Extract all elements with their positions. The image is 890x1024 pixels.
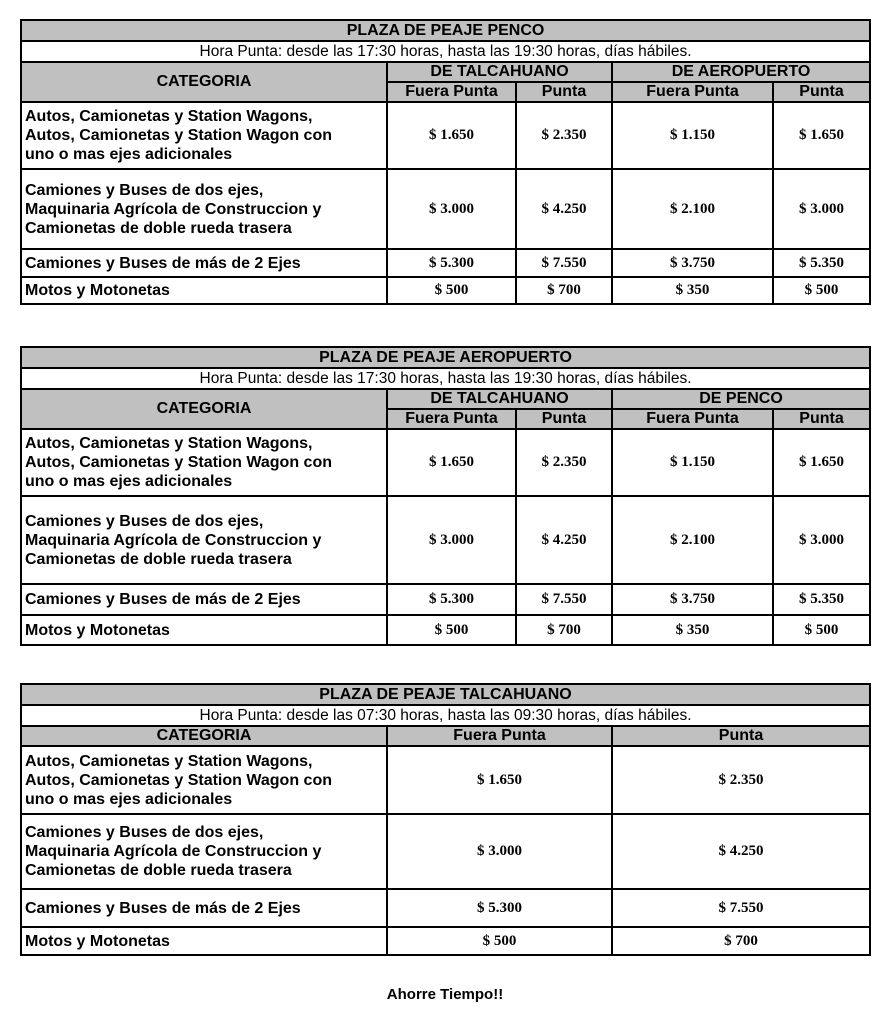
group-header: DE TALCAHUANO bbox=[387, 389, 612, 409]
category-cell: Motos y Motonetas bbox=[21, 927, 387, 955]
price-cell: $ 7.550 bbox=[516, 249, 612, 277]
subheader: Punta bbox=[773, 82, 870, 102]
subheader: Fuera Punta bbox=[387, 82, 516, 102]
category-cell: Camiones y Buses de dos ejes, Maquinaria Agrícola de Construccion y Camionetas de doble rueda trasera bbox=[21, 814, 387, 889]
table-row bbox=[21, 814, 870, 889]
price-cell: $ 4.250 bbox=[612, 814, 870, 889]
price-cell: $ 5.300 bbox=[387, 584, 516, 615]
category-cell: Autos, Camionetas y Station Wagons, Autos, Camionetas y Station Wagon con uno o mas ejes adicionales bbox=[21, 102, 387, 169]
tarifas-talcahuano-table bbox=[20, 683, 871, 956]
hora-punta-note: Hora Punta: desde las 17:30 horas, hasta las 19:30 horas, días hábiles. bbox=[21, 368, 870, 389]
category-cell: Camiones y Buses de más de 2 Ejes bbox=[21, 249, 387, 277]
price-cell: $ 5.350 bbox=[773, 249, 870, 277]
price-cell: $ 500 bbox=[773, 277, 870, 304]
price-cell: $ 700 bbox=[516, 277, 612, 304]
table-row bbox=[21, 249, 870, 277]
price-cell: $ 7.550 bbox=[516, 584, 612, 615]
table-row bbox=[21, 429, 870, 496]
price-cell: $ 5.350 bbox=[773, 584, 870, 615]
price-cell: $ 2.350 bbox=[516, 429, 612, 496]
price-cell: $ 3.750 bbox=[612, 249, 773, 277]
group-header: DE TALCAHUANO bbox=[387, 62, 612, 82]
price-cell: $ 7.550 bbox=[612, 889, 870, 927]
categoria-header: CATEGORIA bbox=[21, 62, 387, 102]
category-cell: Camiones y Buses de dos ejes, Maquinaria Agrícola de Construccion y Camionetas de doble rueda trasera bbox=[21, 169, 387, 249]
subheader: Punta bbox=[773, 409, 870, 429]
category-cell: Camiones y Buses de más de 2 Ejes bbox=[21, 584, 387, 615]
price-cell: $ 500 bbox=[387, 615, 516, 645]
category-cell: Motos y Motonetas bbox=[21, 615, 387, 645]
table-row bbox=[21, 746, 870, 814]
price-cell: $ 5.300 bbox=[387, 249, 516, 277]
price-cell: $ 2.100 bbox=[612, 169, 773, 249]
table-title: PLAZA DE PEAJE TALCAHUANO bbox=[21, 684, 870, 705]
table-row bbox=[21, 889, 870, 927]
price-cell: $ 5.300 bbox=[387, 889, 612, 927]
price-cell: $ 4.250 bbox=[516, 169, 612, 249]
table-row bbox=[21, 169, 870, 249]
footer-slogan: Ahorre Tiempo!! bbox=[386, 986, 504, 1003]
category-cell: Camiones y Buses de más de 2 Ejes bbox=[21, 889, 387, 927]
price-cell: $ 3.000 bbox=[387, 169, 516, 249]
categoria-header: CATEGORIA bbox=[21, 726, 387, 746]
price-cell: $ 2.350 bbox=[612, 746, 870, 814]
table-row bbox=[21, 102, 870, 169]
price-cell: $ 3.000 bbox=[387, 496, 516, 584]
price-cell: $ 2.350 bbox=[516, 102, 612, 169]
price-cell: $ 500 bbox=[387, 927, 612, 955]
price-cell: $ 2.100 bbox=[612, 496, 773, 584]
category-cell: Autos, Camionetas y Station Wagons, Autos, Camionetas y Station Wagon con uno o mas ejes adicionales bbox=[21, 429, 387, 496]
hora-punta-note: Hora Punta: desde las 07:30 horas, hasta las 09:30 horas, días hábiles. bbox=[21, 705, 870, 726]
hora-punta-note: Hora Punta: desde las 17:30 horas, hasta las 19:30 horas, días hábiles. bbox=[21, 41, 870, 62]
price-cell: $ 700 bbox=[612, 927, 870, 955]
price-cell: $ 350 bbox=[612, 277, 773, 304]
price-cell: $ 1.650 bbox=[387, 429, 516, 496]
category-cell: Autos, Camionetas y Station Wagons, Autos, Camionetas y Station Wagon con uno o mas ejes adicionales bbox=[21, 746, 387, 814]
price-cell: $ 1.650 bbox=[387, 102, 516, 169]
table-row bbox=[21, 496, 870, 584]
subheader: Fuera Punta bbox=[387, 409, 516, 429]
price-cell: $ 350 bbox=[612, 615, 773, 645]
price-cell: $ 1.650 bbox=[773, 102, 870, 169]
subheader: Punta bbox=[516, 82, 612, 102]
price-cell: $ 3.000 bbox=[387, 814, 612, 889]
table-title: PLAZA DE PEAJE PENCO bbox=[21, 20, 870, 41]
price-cell: $ 700 bbox=[516, 615, 612, 645]
subheader: Fuera Punta bbox=[612, 409, 773, 429]
price-cell: $ 1.650 bbox=[387, 746, 612, 814]
tarifas-aeropuerto-table bbox=[20, 346, 871, 646]
price-cell: $ 1.150 bbox=[612, 102, 773, 169]
table-row bbox=[21, 927, 870, 955]
table-title: PLAZA DE PEAJE AEROPUERTO bbox=[21, 347, 870, 368]
table-row bbox=[21, 584, 870, 615]
tarifas-penco-table bbox=[20, 19, 871, 305]
price-cell: $ 500 bbox=[773, 615, 870, 645]
price-cell: $ 3.750 bbox=[612, 584, 773, 615]
subheader: Fuera Punta bbox=[387, 726, 612, 746]
group-header: DE AEROPUERTO bbox=[612, 62, 870, 82]
price-cell: $ 1.650 bbox=[773, 429, 870, 496]
category-cell: Camiones y Buses de dos ejes, Maquinaria Agrícola de Construccion y Camionetas de doble rueda trasera bbox=[21, 496, 387, 584]
price-cell: $ 1.150 bbox=[612, 429, 773, 496]
subheader: Fuera Punta bbox=[612, 82, 773, 102]
table-row bbox=[21, 277, 870, 304]
price-cell: $ 500 bbox=[387, 277, 516, 304]
price-cell: $ 3.000 bbox=[773, 496, 870, 584]
price-cell: $ 3.000 bbox=[773, 169, 870, 249]
group-header: DE PENCO bbox=[612, 389, 870, 409]
subheader: Punta bbox=[612, 726, 870, 746]
category-cell: Motos y Motonetas bbox=[21, 277, 387, 304]
price-cell: $ 4.250 bbox=[516, 496, 612, 584]
table-row bbox=[21, 615, 870, 645]
subheader: Punta bbox=[516, 409, 612, 429]
categoria-header: CATEGORIA bbox=[21, 389, 387, 429]
